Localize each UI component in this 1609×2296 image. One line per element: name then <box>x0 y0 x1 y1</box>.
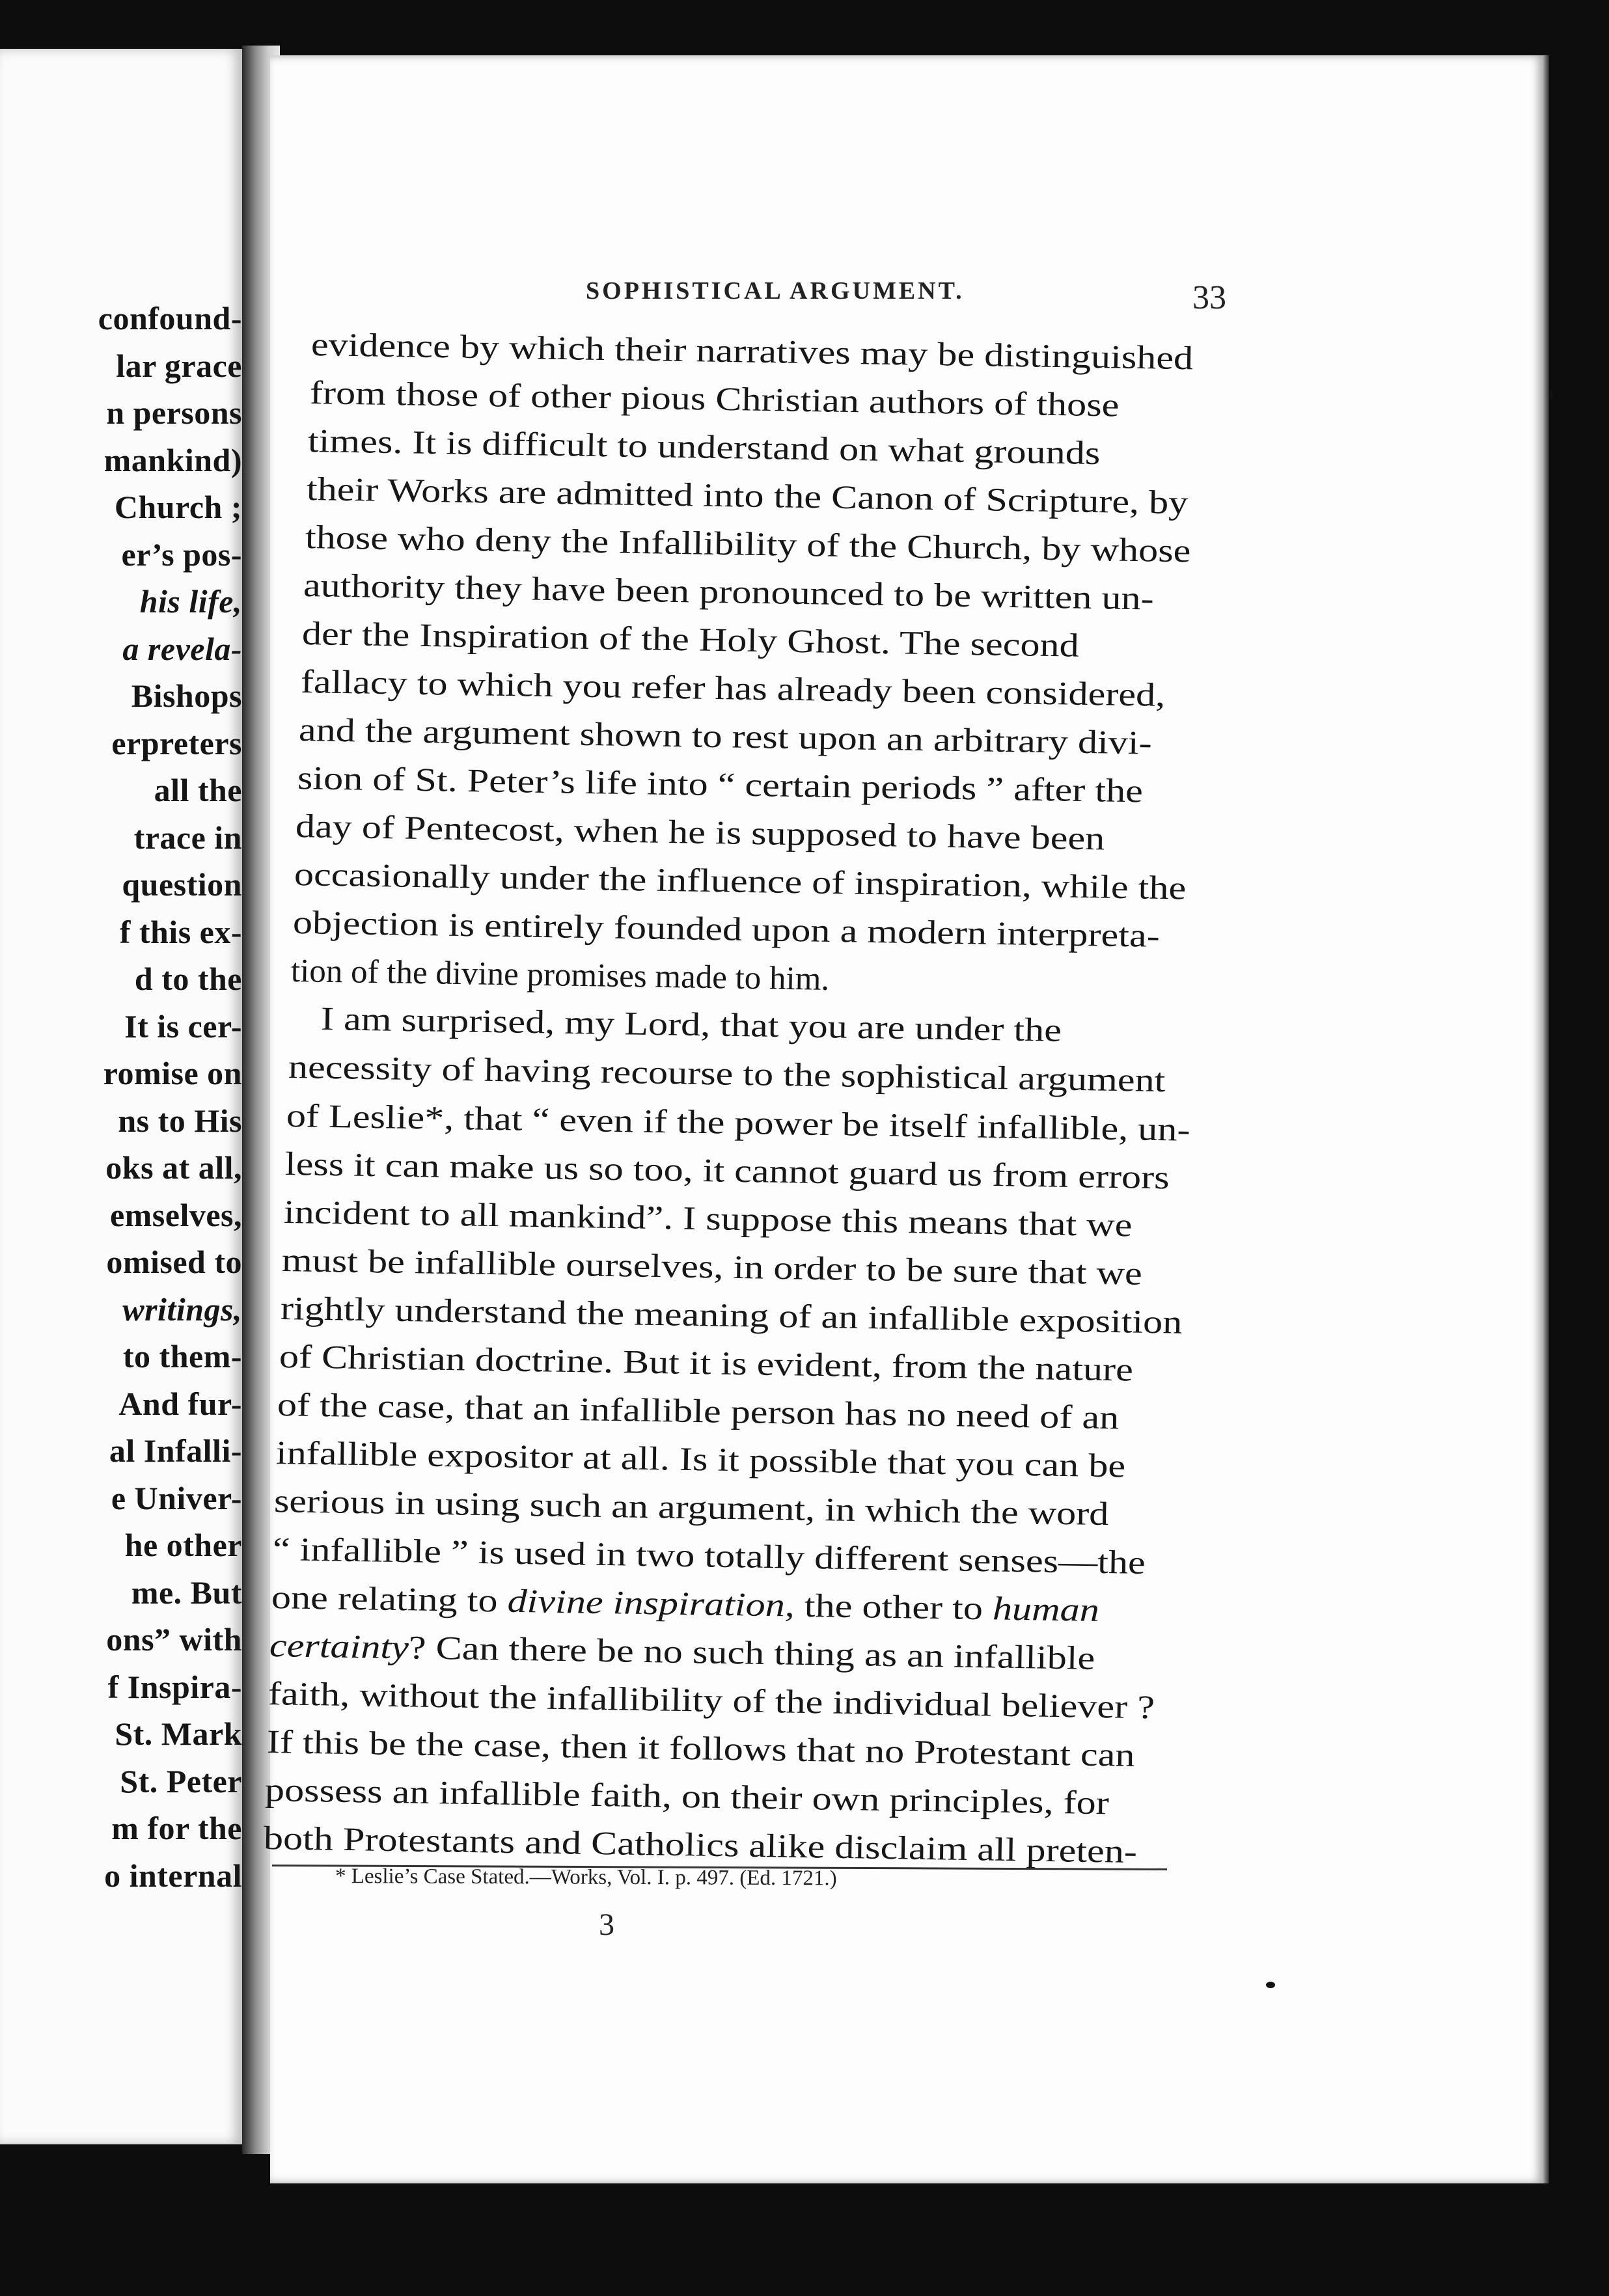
page-number: 33 <box>1192 279 1226 316</box>
facing-page-line: all the <box>154 772 242 808</box>
facing-page-line: writings, <box>122 1291 242 1328</box>
italic-phrase: human <box>992 1591 1099 1629</box>
body-line: objection is entirely founded upon a modern interpreta- <box>292 905 1160 955</box>
facing-page-line: ns to His <box>118 1102 242 1139</box>
body-line: incident to all mankind”. I suppose this means that we <box>283 1194 1133 1244</box>
italic-phrase: certainty <box>269 1627 409 1667</box>
body-line: I am surprised, my Lord, that you are under the <box>320 1001 1062 1050</box>
facing-page-line: And fur- <box>118 1385 242 1422</box>
body-line: one relating to divine inspiration, the other to human <box>271 1579 1099 1629</box>
running-head: SOPHISTICAL ARGUMENT. <box>586 277 965 305</box>
body-line: of Leslie*, that “ even if the power be itself infallible, un- <box>286 1097 1191 1149</box>
facing-page-line: question <box>122 866 242 903</box>
facing-page-line: Bishops <box>131 677 242 714</box>
facing-page-line: f Inspira- <box>107 1668 242 1705</box>
facing-page-left <box>0 49 242 2144</box>
facing-page-line: omised to <box>106 1244 242 1280</box>
facing-page-line: lar grace <box>116 347 242 384</box>
facing-page-line: his life, <box>139 583 242 620</box>
body-line: day of Pentecost, when he is supposed to have been <box>295 808 1106 858</box>
body-line: their Works are admitted into the Canon of Scripture, by <box>306 471 1189 522</box>
body-line: authority they have been pronounced to be written un- <box>303 567 1155 618</box>
body-line: necessity of having recourse to the sophistical argument <box>288 1049 1166 1100</box>
facing-page-line: er’s pos- <box>121 536 242 573</box>
body-line: must be infallible ourselves, in order to be sure that we <box>281 1242 1143 1292</box>
body-line: of the case, that an infallible person has no need of an <box>277 1386 1120 1437</box>
facing-page-line: to them- <box>122 1338 242 1374</box>
body-line: If this be the case, then it follows that no Protestant can <box>266 1723 1135 1774</box>
body-line: occasionally under the influence of inspiration, while the <box>294 856 1187 907</box>
body-line: certainty? Can there be no such thing as an infallible <box>269 1627 1096 1677</box>
body-line: rightly understand the meaning of an infallible exposition <box>280 1290 1183 1341</box>
body-line: fallacy to which you refer has already been considered, <box>300 664 1166 715</box>
body-line: and the argument shown to rest upon an arbitrary divi- <box>298 712 1153 762</box>
facing-page-line: trace in <box>133 819 242 856</box>
footnote: * Leslie’s Case Stated.—Works, Vol. I. p. 497. (Ed. 1721.) <box>335 1865 837 1891</box>
facing-page-line: St. Mark <box>115 1715 242 1752</box>
body-line: tion of the divine promises made to him. <box>290 953 830 998</box>
signature-mark: 3 <box>599 1907 614 1942</box>
facing-page-line: emselves, <box>109 1196 242 1233</box>
body-line: of Christian doctrine. But it is evident, from the nature <box>279 1338 1133 1389</box>
facing-page-line: oks at all, <box>105 1149 242 1186</box>
facing-page-line: me. But <box>131 1574 242 1611</box>
body-line: less it can make us so too, it cannot guard us from errors <box>284 1145 1170 1196</box>
body-line: infallible expositor at all. Is it possible that you can be <box>275 1434 1126 1485</box>
facing-page-line: d to the <box>134 961 242 997</box>
scan-speck <box>1266 1982 1275 1988</box>
body-line: evidence by which their narratives may be distinguished <box>310 327 1194 377</box>
page-edge <box>1543 55 1549 2183</box>
body-line: possess an infallible faith, on their own principles, for <box>264 1771 1110 1822</box>
facing-page-line: he other <box>124 1527 242 1563</box>
facing-page-line: m for the <box>111 1810 242 1846</box>
scan-speck <box>1549 390 1553 400</box>
body-line: those who deny the Infallibility of the Church, by whose <box>305 519 1191 570</box>
facing-page-line: f this ex- <box>119 913 242 950</box>
facing-page-line: n persons <box>106 394 242 431</box>
body-line: times. It is difficult to understand on what grounds <box>307 423 1101 472</box>
body-line: sion of St. Peter’s life into “ certain periods ” after the <box>297 760 1144 810</box>
body-line: faith, without the infallibility of the individual believer ? <box>268 1675 1155 1727</box>
facing-page-line: al Infalli- <box>109 1432 242 1469</box>
body-line: from those of other pious Christian authors of those <box>309 375 1120 424</box>
facing-page-line: confound- <box>98 300 242 336</box>
facing-page-line: romise on <box>103 1055 242 1091</box>
body-line: der the Inspiration of the Holy Ghost. The second <box>301 616 1080 664</box>
body-line: both Protestants and Catholics alike disclaim all preten- <box>263 1820 1138 1871</box>
facing-page-line: ons” with <box>106 1621 242 1658</box>
facing-page-line: erpreters <box>111 724 242 761</box>
facing-page-line: mankind) <box>103 441 242 478</box>
facing-page-line: Church ; <box>114 489 242 525</box>
facing-page-line: e Univer- <box>111 1479 242 1516</box>
facing-page-line: St. Peter <box>120 1762 242 1799</box>
facing-page-line: It is cer- <box>124 1007 242 1045</box>
facing-page-line: a revela- <box>122 630 242 667</box>
facing-page-line: o internal <box>104 1857 242 1894</box>
body-line: serious in using such an argument, in which the word <box>274 1483 1110 1533</box>
italic-phrase: divine inspiration, <box>506 1583 795 1624</box>
body-line: “ infallible ” is used in two totally different senses—the <box>272 1531 1146 1581</box>
